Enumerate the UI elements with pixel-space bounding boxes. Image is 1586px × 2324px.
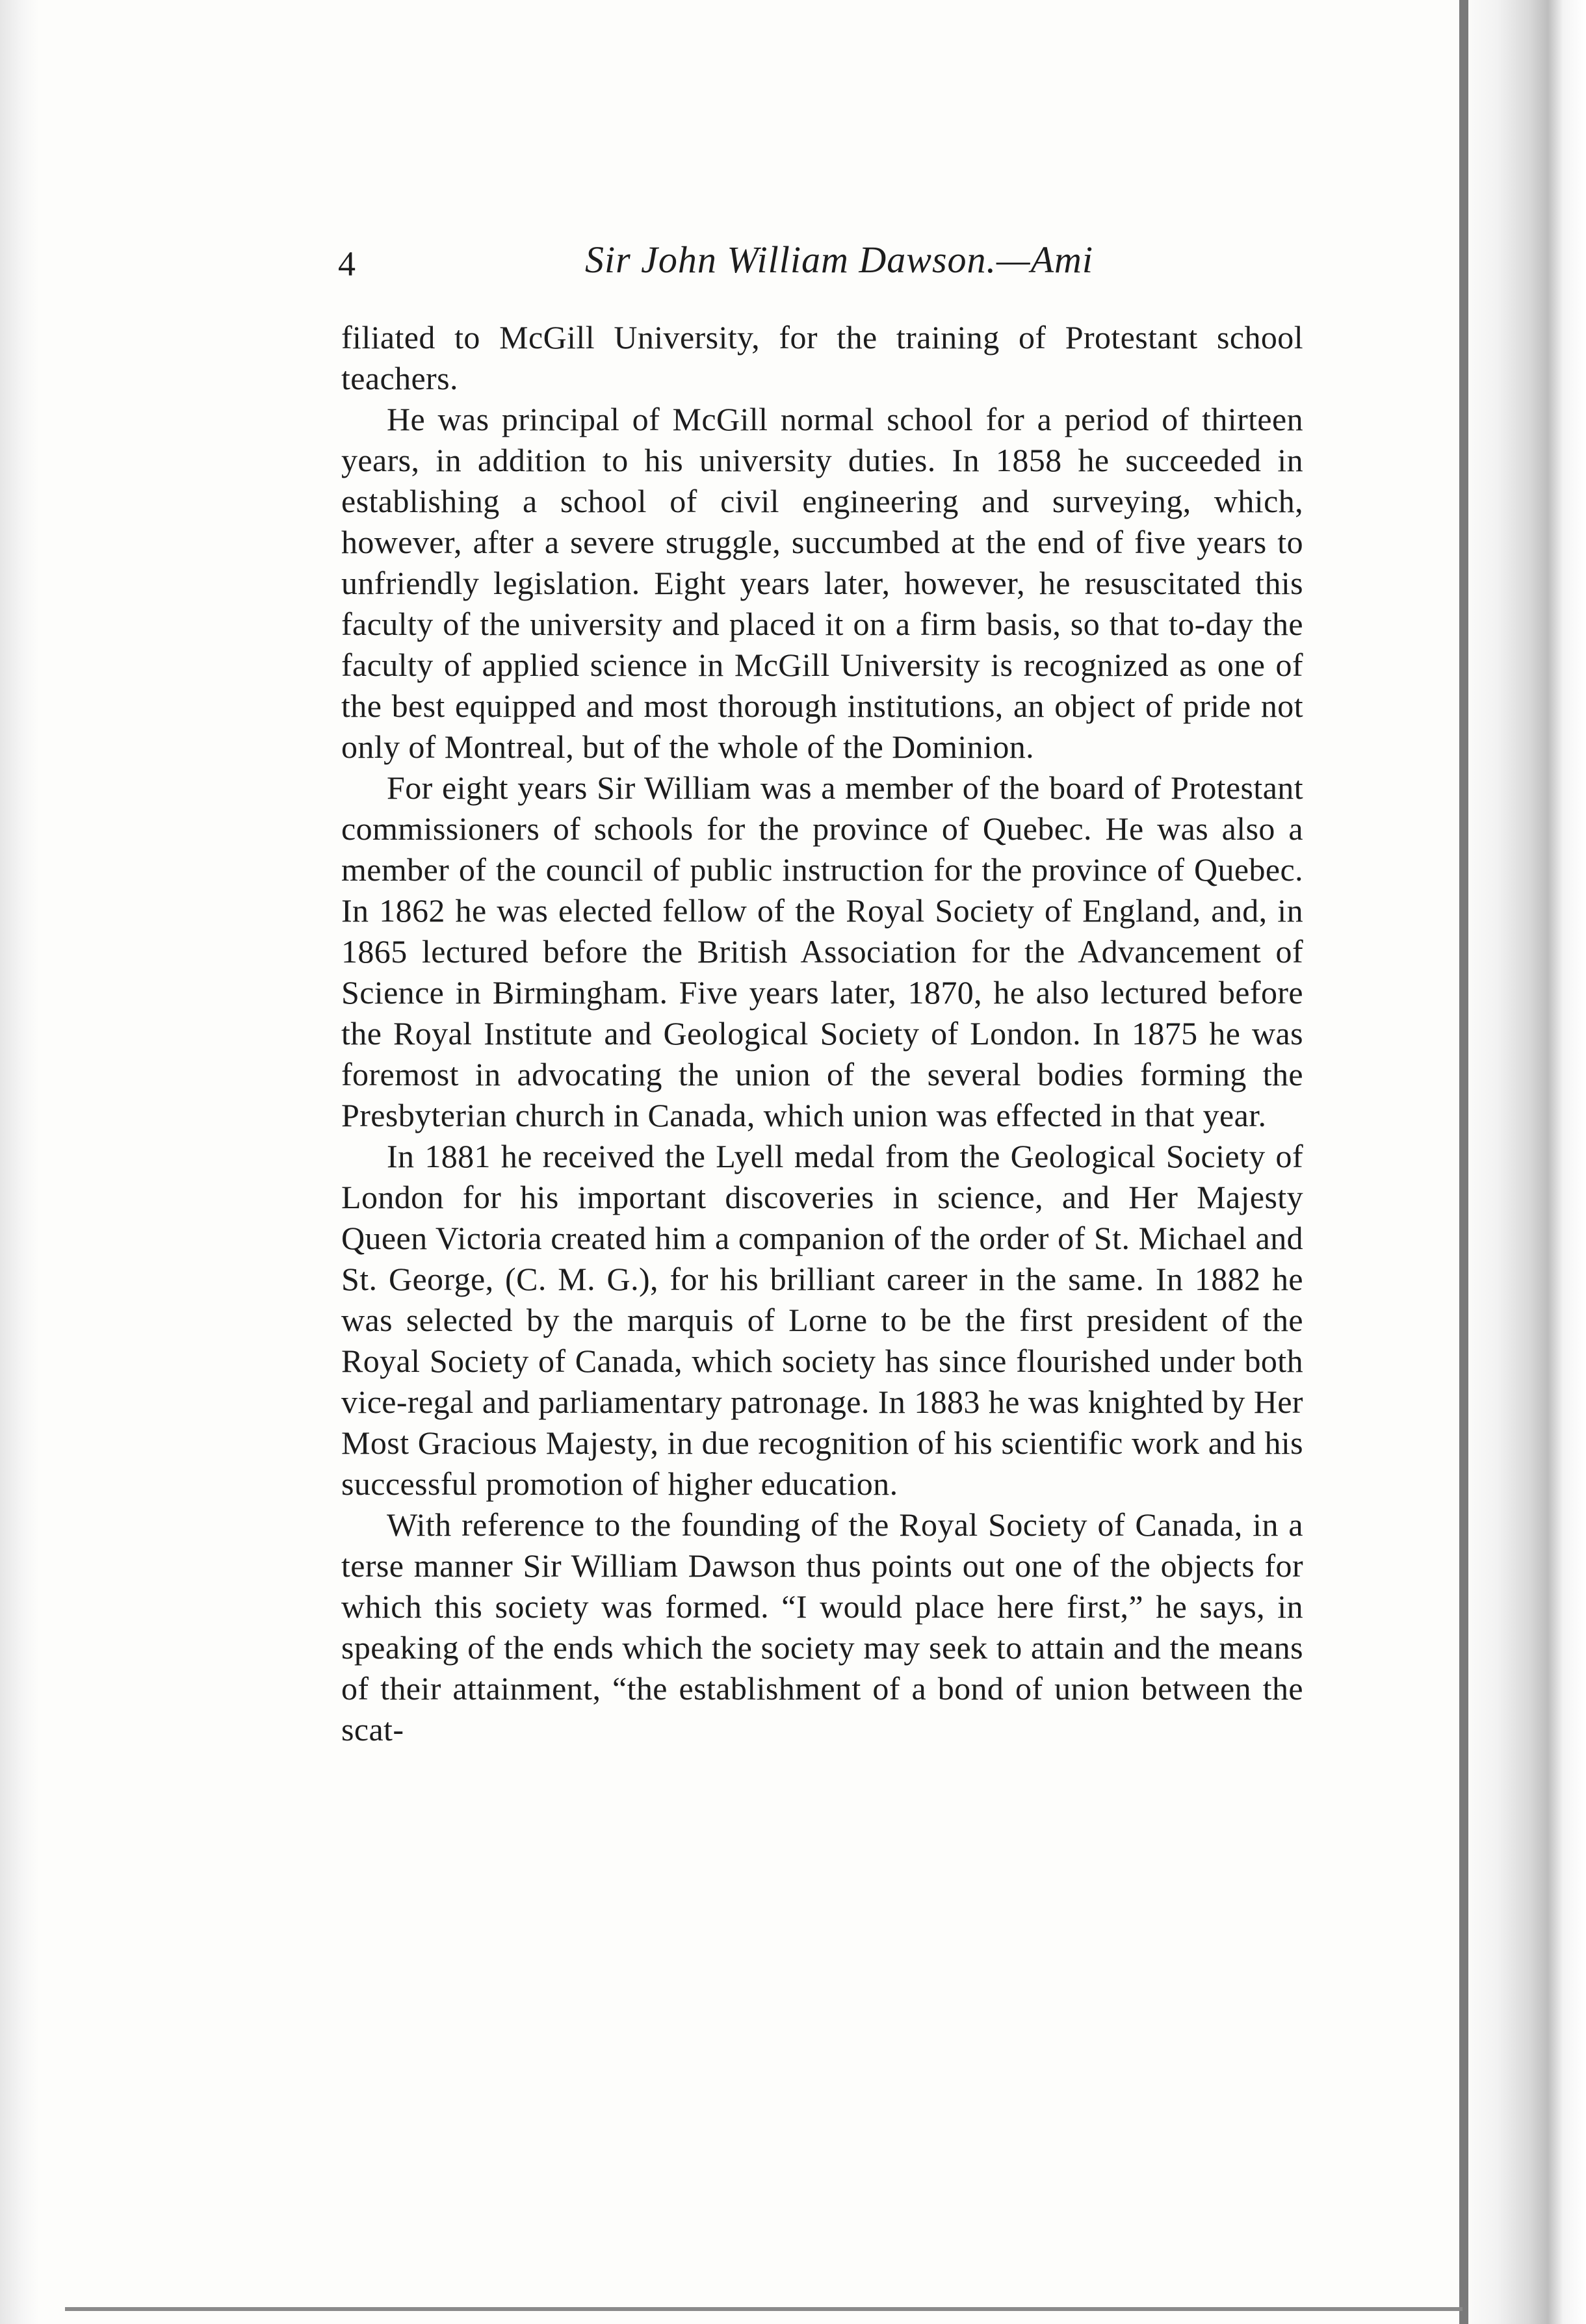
page-number: 4 — [338, 244, 356, 283]
body-text — [341, 317, 1303, 1750]
paragraph-continued: filiated to McGill University, for the training of Protestant school teachers. — [341, 319, 1303, 396]
paragraph: He was principal of McGill normal school for a period of thirteen years, in addition to his university duties. In 1858 he succeeded in establishing a school of civil engineering and surveying, which, however, after a severe struggle, succumbed at the end of five years to unfriendly legislation. Eight years later, however, he resuscitated this faculty of the university and placed it on a firm basis, so that to-day the faculty of applied science in McGill University is recognized as one of the best equipped and most thorough institutions, an object of pride not only of Montreal, but of the whole of the Dominion. — [341, 401, 1303, 765]
running-head-title: Sir John William Dawson.—Ami — [585, 239, 1094, 281]
paragraph: In 1881 he received the Lyell medal from the Geological Society of London for his important discoveries in science, and Her Majesty Queen Victoria created him a companion of the order of St. Michael and St. George, (C. M. G.), for his brilliant career in the same. In 1882 he was selected by the marquis of Lorne to be the first president of the Royal Society of Canada, which society has since flourished under both vice-regal and parliamentary patronage. In 1883 he was knighted by Her Most Gracious Majesty, in due recognition of his scientific work and his successful promotion of higher education. — [341, 1138, 1303, 1502]
page-edge — [1459, 0, 1586, 2324]
paragraph: For eight years Sir William was a member of the board of Protestant commissioners of schools for the province of Quebec. He was also a member of the council of public instruction for the province of Quebec. In 1862 he was elected fellow of the Royal Society of England, and, in 1865 lectured before the British Association for the Advancement of Science in Birmingham. Five years later, 1870, he also lectured before the Royal Institute and Geological Society of London. In 1875 he was foremost in advocating the union of the several bodies forming the Presbyterian church in Canada, which union was effected in that year. — [341, 769, 1303, 1133]
page-bottom-edge — [65, 2307, 1462, 2311]
page-edge-line — [1459, 0, 1468, 2324]
paragraph: With reference to the founding of the Royal Society of Canada, in a terse manner Sir William Dawson thus points out one of the objects for which this society was formed. “I would place here first,” he says, in speaking of the ends which the society may seek to attain and the means of their attainment, “the establishment of a bond of union between the scat- — [341, 1506, 1303, 1748]
page-gutter-shadow — [0, 0, 39, 2324]
running-head — [338, 237, 1443, 289]
